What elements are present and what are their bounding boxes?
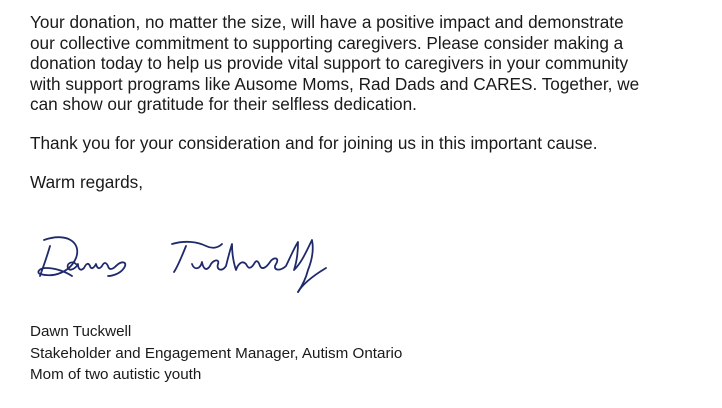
paragraph-line: with support programs like Ausome Moms, Rad Dads and CARES. Together, we xyxy=(30,73,640,94)
signature-block xyxy=(30,321,402,386)
paragraph-line: can show our gratitude for their selfless dedication. xyxy=(30,94,417,115)
paragraph-donation-appeal xyxy=(30,12,710,115)
letter-body xyxy=(30,12,710,192)
signer-name: Dawn Tuckwell xyxy=(30,323,132,340)
signer-note: Mom of two autistic youth xyxy=(30,366,202,383)
signer-title: Stakeholder and Engagement Manager, Autism Ontario xyxy=(30,344,403,362)
handwritten-signature xyxy=(36,226,336,296)
paragraph-line: Your donation, no matter the size, will have a positive impact and demonstrate xyxy=(30,12,624,32)
paragraph-line: donation today to help us provide vital support to caregivers in your community xyxy=(30,53,629,74)
paragraph-thank-you: Thank you for your consideration and for joining us in this important cause. xyxy=(30,132,598,153)
paragraph-line: our collective commitment to supporting caregivers. Please consider making a xyxy=(30,32,624,53)
closing-salutation: Warm regards, xyxy=(30,171,144,192)
